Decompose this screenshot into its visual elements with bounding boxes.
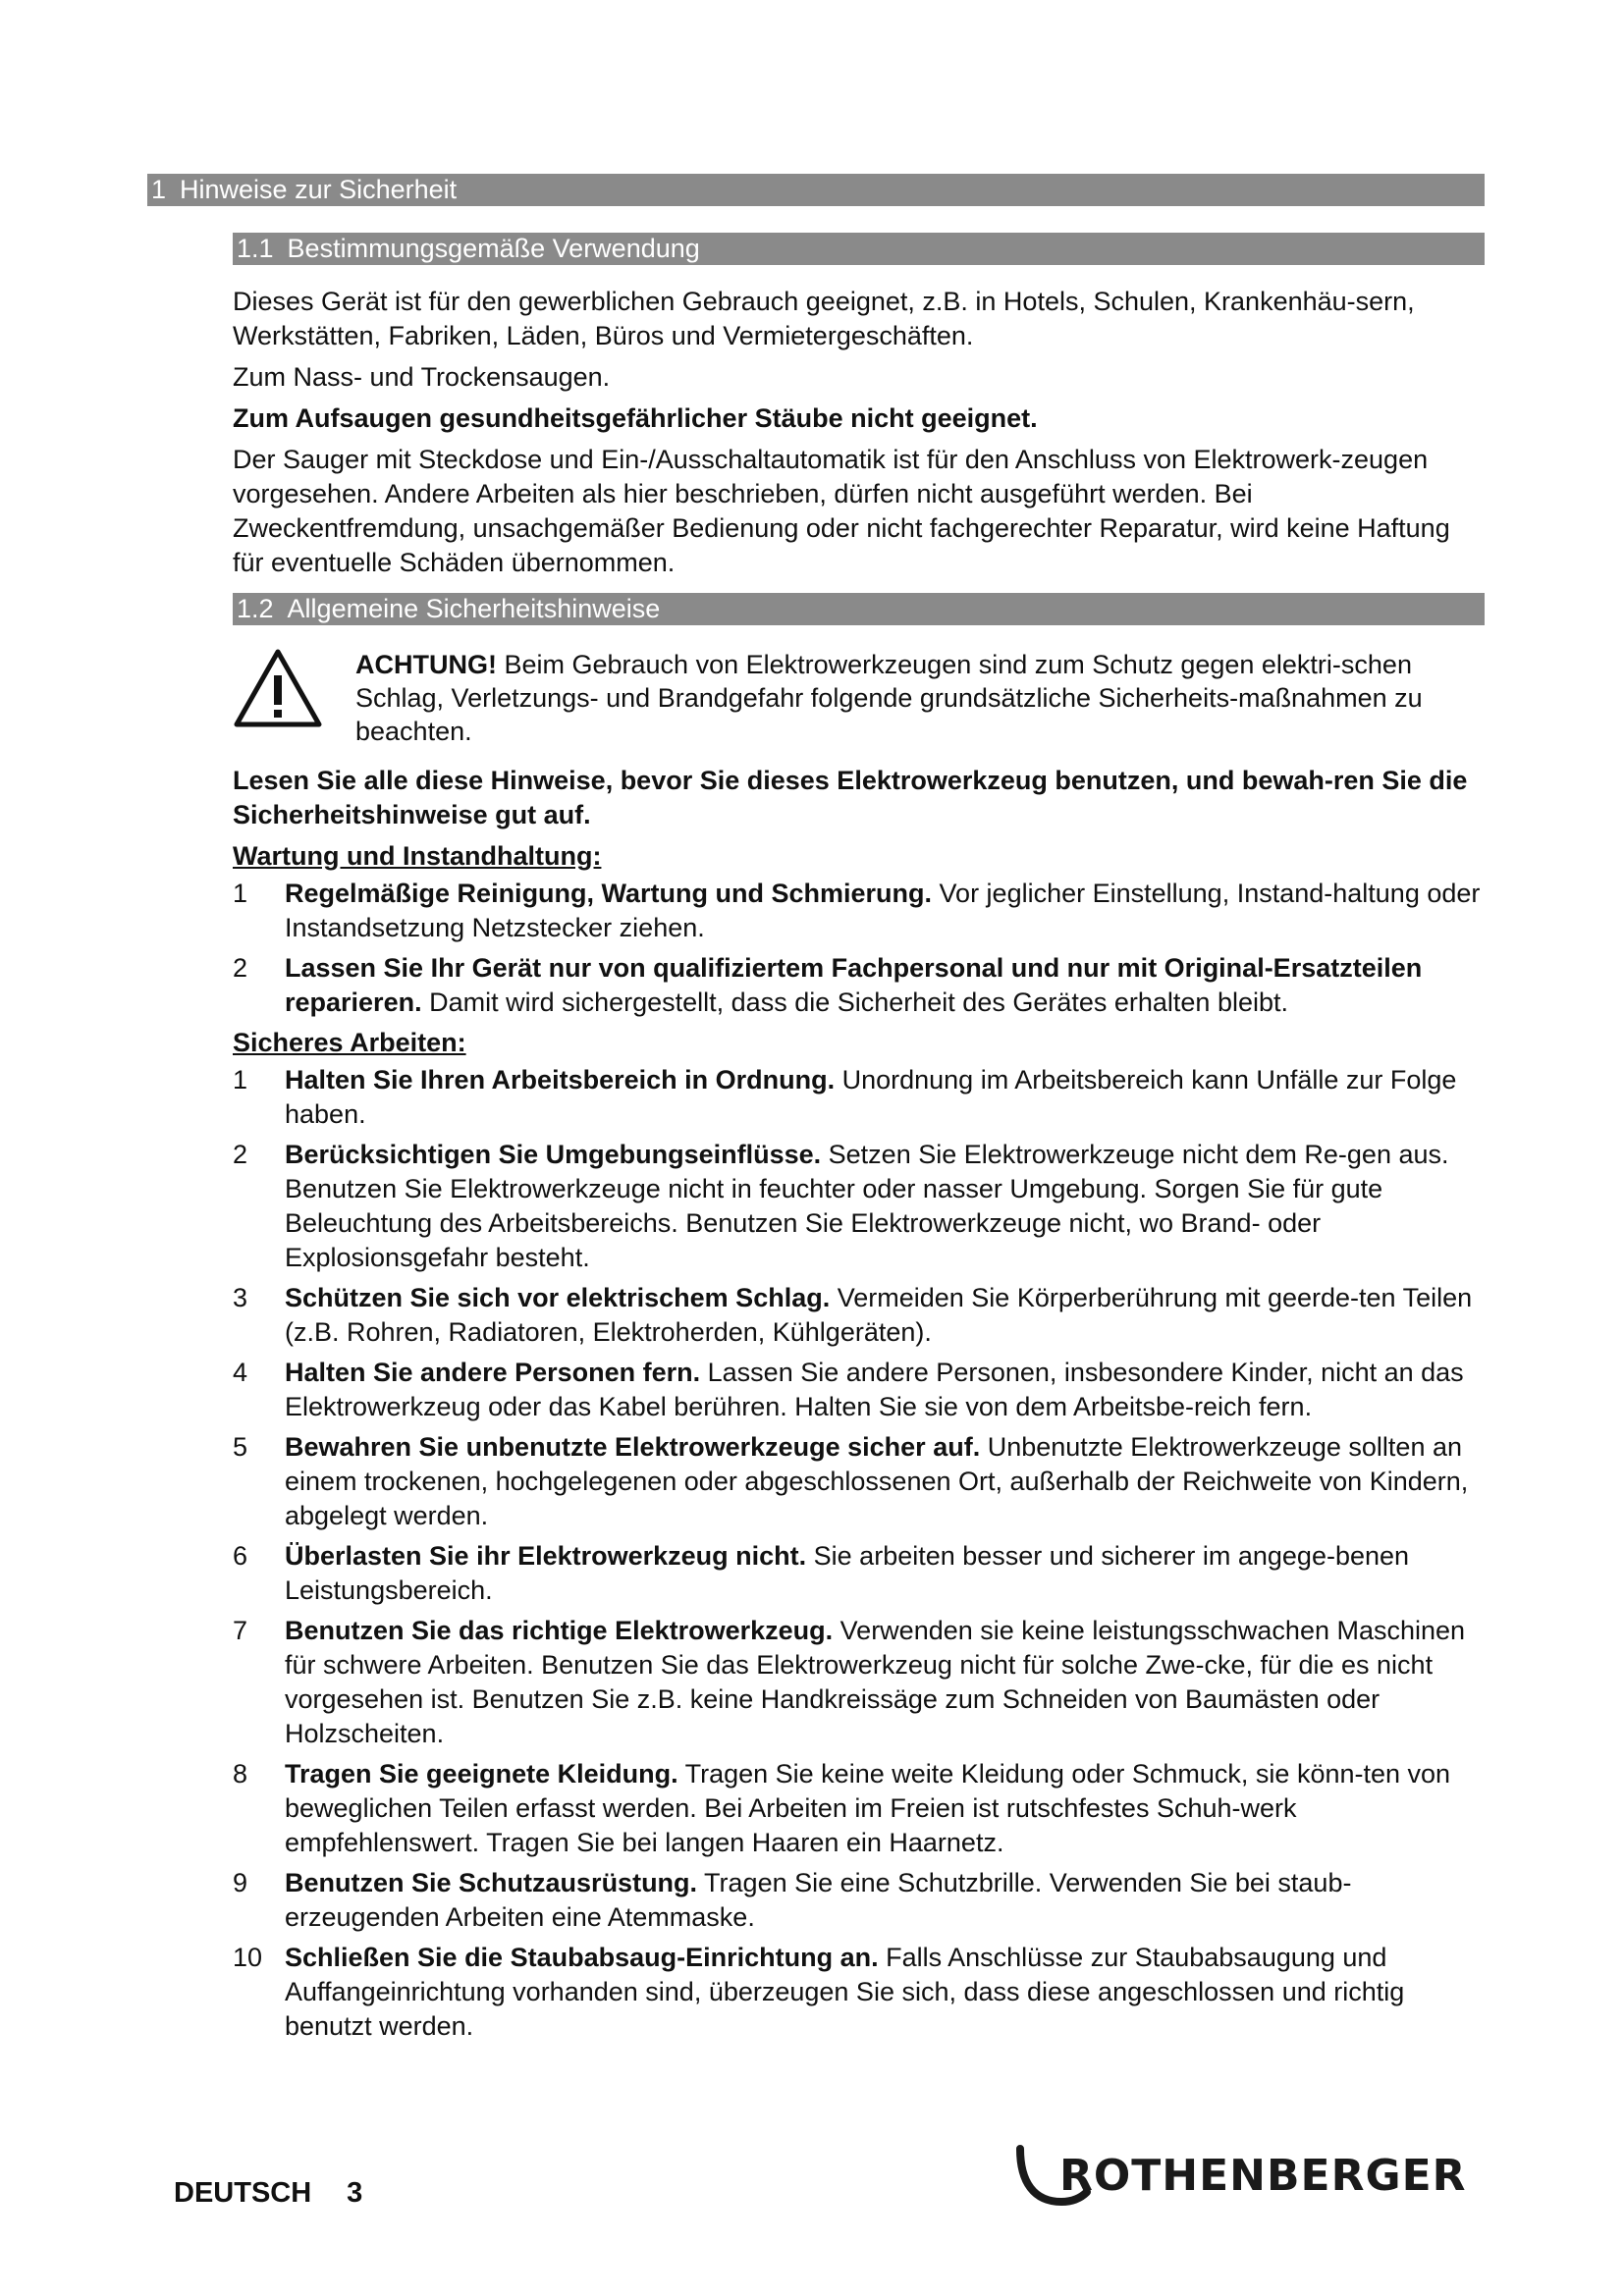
item-title: Halten Sie andere Personen fern. [285, 1358, 701, 1387]
section-1-title: Hinweise zur Sicherheit [180, 175, 458, 204]
brand-name: ROTHENBERGER [1059, 2151, 1467, 2201]
warning-triangle-icon [233, 648, 323, 728]
item-number: 2 [233, 1140, 248, 1169]
list-item [233, 1866, 1485, 1935]
read-instructions-note: Lesen Sie alle diese Hinweise, bevor Sie dieses Elektrowerkzeug benutzen, und bewah-ren Sie die Sicherheitshinweise gut auf. [233, 766, 1468, 829]
item-title: Schützen Sie sich vor elektrischem Schlag. [285, 1283, 831, 1312]
item-text: Sie arbeiten besser und sicherer im angege-benen Leistungsbereich. [285, 1541, 1410, 1605]
item-text: Damit wird sichergestellt, dass die Sicherheit des Gerätes erhalten bleibt. [421, 988, 1288, 1017]
item-text: Falls Anschlüsse zur Staubabsaugung und Auffangeinrichtung vorhanden sind, überzeugen Sie sich, dass diese angeschlossen und richtig benutzt werden. [285, 1943, 1405, 2041]
list-item [233, 1539, 1485, 1608]
item-title: Regelmäßige Reinigung, Wartung und Schmierung. [285, 879, 933, 908]
list-item [233, 1281, 1485, 1350]
item-title: Bewahren Sie unbenutzte Elektrowerkzeuge sicher auf. [285, 1432, 981, 1462]
item-number: 3 [233, 1283, 248, 1312]
item-text: Vermeiden Sie Körperberührung mit geerde-ten Teilen (z.B. Rohren, Radiatoren, Elektroherden, Kühlgeräten). [285, 1283, 1473, 1347]
item-text: Tragen Sie keine weite Kleidung oder Schmuck, sie könn-ten von beweglichen Teilen erfasst werden. Bei Arbeiten im Freien ist rutschfestes Schuh-werk empfehlenswert. Tragen Sie bei langen Haaren ein Haarnetz. [285, 1759, 1451, 1857]
list-item [233, 1941, 1485, 2044]
item-title: Benutzen Sie das richtige Elektrowerkzeug. [285, 1616, 834, 1645]
list-item [233, 877, 1485, 945]
item-number: 7 [233, 1616, 248, 1645]
section-1-1-title: Bestimmungsgemäße Verwendung [287, 234, 700, 263]
item-title: Halten Sie Ihren Arbeitsbereich in Ordnung. [285, 1065, 836, 1095]
item-text: Lassen Sie andere Personen, insbesondere Kinder, nicht an das Elektrowerkzeug oder das Kabel berühren. Halten Sie sie von dem Arbeitsbe-reich fern. [285, 1358, 1464, 1421]
item-number: 8 [233, 1759, 248, 1789]
item-number: 1 [233, 879, 248, 908]
section-1-1-heading [233, 233, 1485, 265]
safe-work-heading: Sicheres Arbeiten: [233, 1028, 466, 1057]
item-title: Tragen Sie geeignete Kleidung. [285, 1759, 678, 1789]
list-item [233, 1356, 1485, 1424]
item-number: 10 [233, 1943, 263, 1972]
item-number: 2 [233, 953, 248, 983]
footer-language: DEUTSCH [174, 2177, 312, 2209]
section-1-2-title: Allgemeine Sicherheitshinweise [287, 594, 661, 623]
section-1-2-number: 1.2 [237, 594, 274, 623]
section-1-heading [147, 174, 1485, 206]
list-item [233, 1614, 1485, 1751]
page-footer [174, 2177, 398, 2210]
safe-work-list [233, 1063, 1485, 2044]
list-item [233, 1138, 1485, 1275]
section-1-1-body [233, 285, 1485, 587]
item-number: 1 [233, 1065, 248, 1095]
item-number: 6 [233, 1541, 248, 1571]
warning-text [355, 648, 1485, 748]
list-item [233, 1430, 1485, 1533]
item-text: Setzen Sie Elektrowerkzeuge nicht dem Re-gen aus. Benutzen Sie Elektrowerkzeuge nicht in feuchter oder nasser Umgebung. Sorgen Sie für gute Beleuchtung des Arbeitsbereichs. Benutzen Sie Elektrowerkzeuge nicht, wo Brand- oder Explosionsgefahr besteht. [285, 1140, 1449, 1272]
item-text: Verwenden sie keine leistungsschwachen Maschinen für schwere Arbeiten. Benutzen Sie das Elektrowerkzeug nicht für solche Zwe-cke, für die es nicht vorgesehen ist. Benutzen Sie z.B. keine Handkreissäge zum Schneiden von Baumästen oder Holzscheiten. [285, 1616, 1466, 1748]
section-1-1-number: 1.1 [237, 234, 274, 263]
item-title: Überlasten Sie ihr Elektrowerkzeug nicht. [285, 1541, 807, 1571]
usage-paragraph: Der Sauger mit Steckdose und Ein-/Ausschaltautomatik ist für den Anschluss von Elektrowerk-zeugen vorgesehen. Andere Arbeiten als hier beschrieben, dürfen nicht ausgeführt werden. Bei Zweckentfremdung, unsachgemäßer Bedienung oder nicht fachgerechter Reparatur, wird keine Haftung für eventuelle Schäden übernommen. [233, 445, 1450, 577]
item-text: Unbenutzte Elektrowerkzeuge sollten an einem trockenen, hochgelegenen oder abgeschlossenen Ort, außerhalb der Reichweite von Kindern, abgelegt werden. [285, 1432, 1469, 1530]
item-title: Lassen Sie Ihr Gerät nur von qualifiziertem Fachpersonal und nur mit Original-Ersatzteilen reparieren. [285, 953, 1423, 1017]
warning-label: ACHTUNG! [355, 650, 497, 679]
item-number: 4 [233, 1358, 248, 1387]
section-1-2-heading [233, 593, 1485, 625]
list-item [233, 1757, 1485, 1860]
brand-logo [1014, 2143, 1467, 2214]
maintenance-heading: Wartung und Instandhaltung: [233, 841, 602, 871]
warning-block [233, 648, 1485, 746]
item-text: Unordnung im Arbeitsbereich kann Unfälle zur Folge haben. [285, 1065, 1457, 1129]
item-number: 5 [233, 1432, 248, 1462]
item-title: Benutzen Sie Schutzausrüstung. [285, 1868, 698, 1897]
section-1-number: 1 [151, 175, 167, 204]
item-text: Tragen Sie eine Schutzbrille. Verwenden Sie bei staub-erzeugenden Arbeiten eine Atemmaske. [285, 1868, 1352, 1932]
wet-dry-paragraph: Zum Nass- und Trockensaugen. [233, 362, 611, 392]
section-1-2-body [233, 764, 1485, 2050]
page-number: 3 [347, 2177, 363, 2209]
list-item [233, 951, 1485, 1020]
dust-warning-paragraph: Zum Aufsaugen gesundheitsgefährlicher Stäube nicht geeignet. [233, 403, 1038, 433]
item-number: 9 [233, 1868, 248, 1897]
intended-use-paragraph: Dieses Gerät ist für den gewerblichen Gebrauch geeignet, z.B. in Hotels, Schulen, Krankenhäu-sern, Werkstätten, Fabriken, Läden, Büros und Vermietergeschäften. [233, 287, 1415, 350]
warning-body: Beim Gebrauch von Elektrowerkzeugen sind zum Schutz gegen elektri-schen Schlag, Verletzungs- und Brandgefahr folgende grundsätzliche Sicherheits-maßnahmen zu beachten. [355, 650, 1423, 746]
list-item [233, 1063, 1485, 1132]
item-title: Schließen Sie die Staubabsaug-Einrichtung an. [285, 1943, 879, 1972]
item-text: Vor jeglicher Einstellung, Instand-haltung oder Instandsetzung Netzstecker ziehen. [285, 879, 1481, 942]
maintenance-list [233, 877, 1485, 1020]
item-title: Berücksichtigen Sie Umgebungseinflüsse. [285, 1140, 822, 1169]
